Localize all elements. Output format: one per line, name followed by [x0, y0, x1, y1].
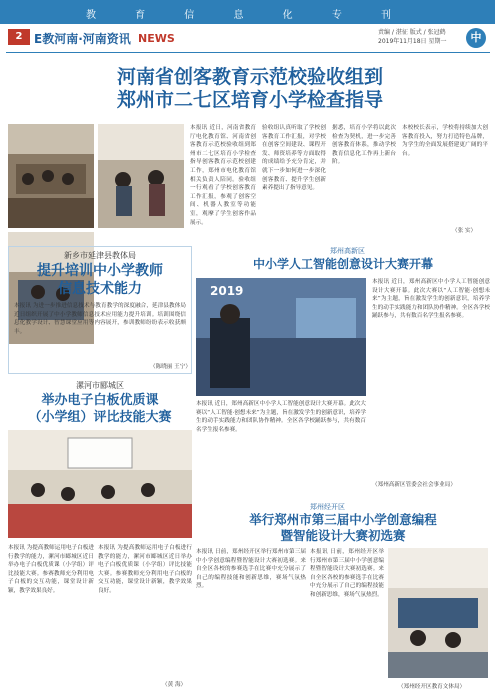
- story4-title-line2: 暨智能设计大赛初选赛: [280, 528, 406, 543]
- story1-title-line1: 提升培训中小学教师: [37, 263, 163, 279]
- lead-credit: （张 实）: [452, 228, 477, 234]
- story4-title-line1: 举行郑州市第三届中小学创意编程: [249, 512, 437, 527]
- lead-body-col1: 本报讯 近日，河南省教育厅电化教育馆、河南省创客教育示范校验收组到郑州市二七区培育小学检查指导创客教育示范校创建工作，郑州市电化教育馆相关负责人陪同。验收组一行观看了学校创客教育工作汇报，参观了创客空间、机器人教室等功能室，观摩了学生创客作品展示。: [190, 125, 256, 226]
- story1-body: 本报讯 为进一步推进信息技术与教育教学的深度融合，延津县教体局近日组织开展了中小学教师信息技术应用能力提升培训。培训围绕信息化教学设计、智慧课堂应用等内容展开，参训教师纷纷表示收获颇丰。: [14, 303, 186, 335]
- story2-credit: （郑州高新区管委会社会事业局）: [372, 482, 456, 488]
- story3-body-col2: 本报讯 为提高教师运用电子白板进行教学的能力，漯河市郾城区近日举办电子白板优质课（小学组）评比技能大赛。参赛教师充分利用电子白板的交互功能，课堂设计新颖，教学效果良好。: [98, 545, 192, 594]
- story3-kicker: 漯河市郾城区: [76, 381, 124, 390]
- lead-body-col4: 本校校长表示，学校将持续加大创客教育投入，努力打造特色品牌，为学生的全面发展搭建更广阔的平台。: [402, 125, 488, 157]
- page-number: 2: [8, 29, 30, 45]
- story2-body-side: 本报讯 近日，郑州高新区中小学人工智能创意设计大赛开幕。此次大赛以“人工智能·创想未来”为主题，旨在激发学生的创新意识，培养学生的动手实践能力和团队协作精神。全区各学校踊跃参与，共有数百名学生报名参赛。: [372, 279, 490, 320]
- issue-meta: [378, 28, 468, 46]
- story1-title: [8, 262, 192, 298]
- section-en: NEWS: [138, 32, 175, 45]
- story3-title-line2: （小学组）评比技能大赛: [28, 410, 172, 425]
- story2-photo-caption: 2019: [210, 284, 244, 298]
- story2-title: 中小学人工智能创意设计大赛开幕: [252, 257, 433, 271]
- logo-icon: 中: [466, 28, 486, 48]
- story4-body: 本报讯 日前，郑州经开区举行郑州市第三届中小学创意编程暨智能设计大赛初选赛。来自全区各校的参赛选手在比赛中充分展示了自己的编程技能和创新思维，赛场气氛热烈。: [196, 549, 306, 590]
- story3-body: 本报讯 为提高教师运用电子白板进行教学的能力，漯河市郾城区近日举办电子白板优质课（小学组）评比技能大赛。参赛教师充分利用电子白板的交互功能，课堂设计新颖，教学效果良好。: [8, 545, 94, 594]
- lead-headline: [60, 66, 440, 112]
- header-rule: [6, 52, 490, 53]
- story3-photo: [8, 430, 192, 538]
- editor-line: 责编 / 湛征 版式 / 张冠鹤: [378, 29, 446, 36]
- story3-credit: （黄 海）: [162, 682, 187, 688]
- story2-body: 本报讯 近日，郑州高新区中小学人工智能创意设计大赛开幕。此次大赛以“人工智能·创想未来”为主题，旨在激发学生的创新意识，培养学生的动手实践能力和团队协作精神。全区各学校踊跃参与，共有数百名学生报名参赛。: [196, 401, 366, 433]
- story4-kicker: 郑州经开区: [310, 503, 345, 511]
- story2-photo: [196, 278, 366, 396]
- banner-title: 教 育 信 息 化 专 刊: [85, 10, 410, 21]
- lead-headline-line2: 郑州市二七区培育小学检查指导: [116, 89, 383, 111]
- lead-headline-line1: 河南省创客教育示范校验收组到: [116, 66, 383, 88]
- lead-photo-left: [8, 124, 94, 228]
- story4-credit: （郑州经开区教育文体局）: [398, 684, 466, 690]
- story4-body-col2: 本报讯 日前，郑州经开区举行郑州市第三届中小学创意编程暨智能设计大赛初选赛。来自全区各校的参赛选手在比赛中充分展示了自己的编程技能和创新思维，赛场气氛热烈。: [310, 549, 384, 598]
- story4-photo: [388, 548, 488, 678]
- date-line: 2019年11月18日 星期一: [378, 38, 447, 45]
- section-title: E教河南·河南资讯: [34, 32, 131, 46]
- lead-body-col2: 验收组认真听取了学校创客教育工作汇报，对学校在创客空间建设、课程开发、师资培养等方面取得的成绩给予充分肯定，并就下一步如何进一步深化创客教育、提升学生创新素养提出了指导意见。: [262, 125, 326, 192]
- story1-credit: （陈晓丽 王宁）: [150, 364, 191, 370]
- top-banner: [0, 0, 495, 24]
- story2-kicker: 郑州高新区: [330, 247, 365, 255]
- story1-title-line2: 信息技术能力: [58, 281, 142, 297]
- story4-title: [196, 512, 490, 544]
- lead-photo-middle: [98, 124, 184, 228]
- story3-title: [8, 392, 192, 426]
- section-header: [0, 28, 495, 50]
- story3-title-line1: 举办电子白板优质课: [41, 393, 159, 408]
- lead-body-col3: 据悉，培育小学将以此次检查为契机，进一步完善创客教育体系，推动学校教育信息化工作再上新台阶。: [332, 125, 396, 166]
- story1-kicker: 新乡市延津县教体局: [64, 251, 136, 260]
